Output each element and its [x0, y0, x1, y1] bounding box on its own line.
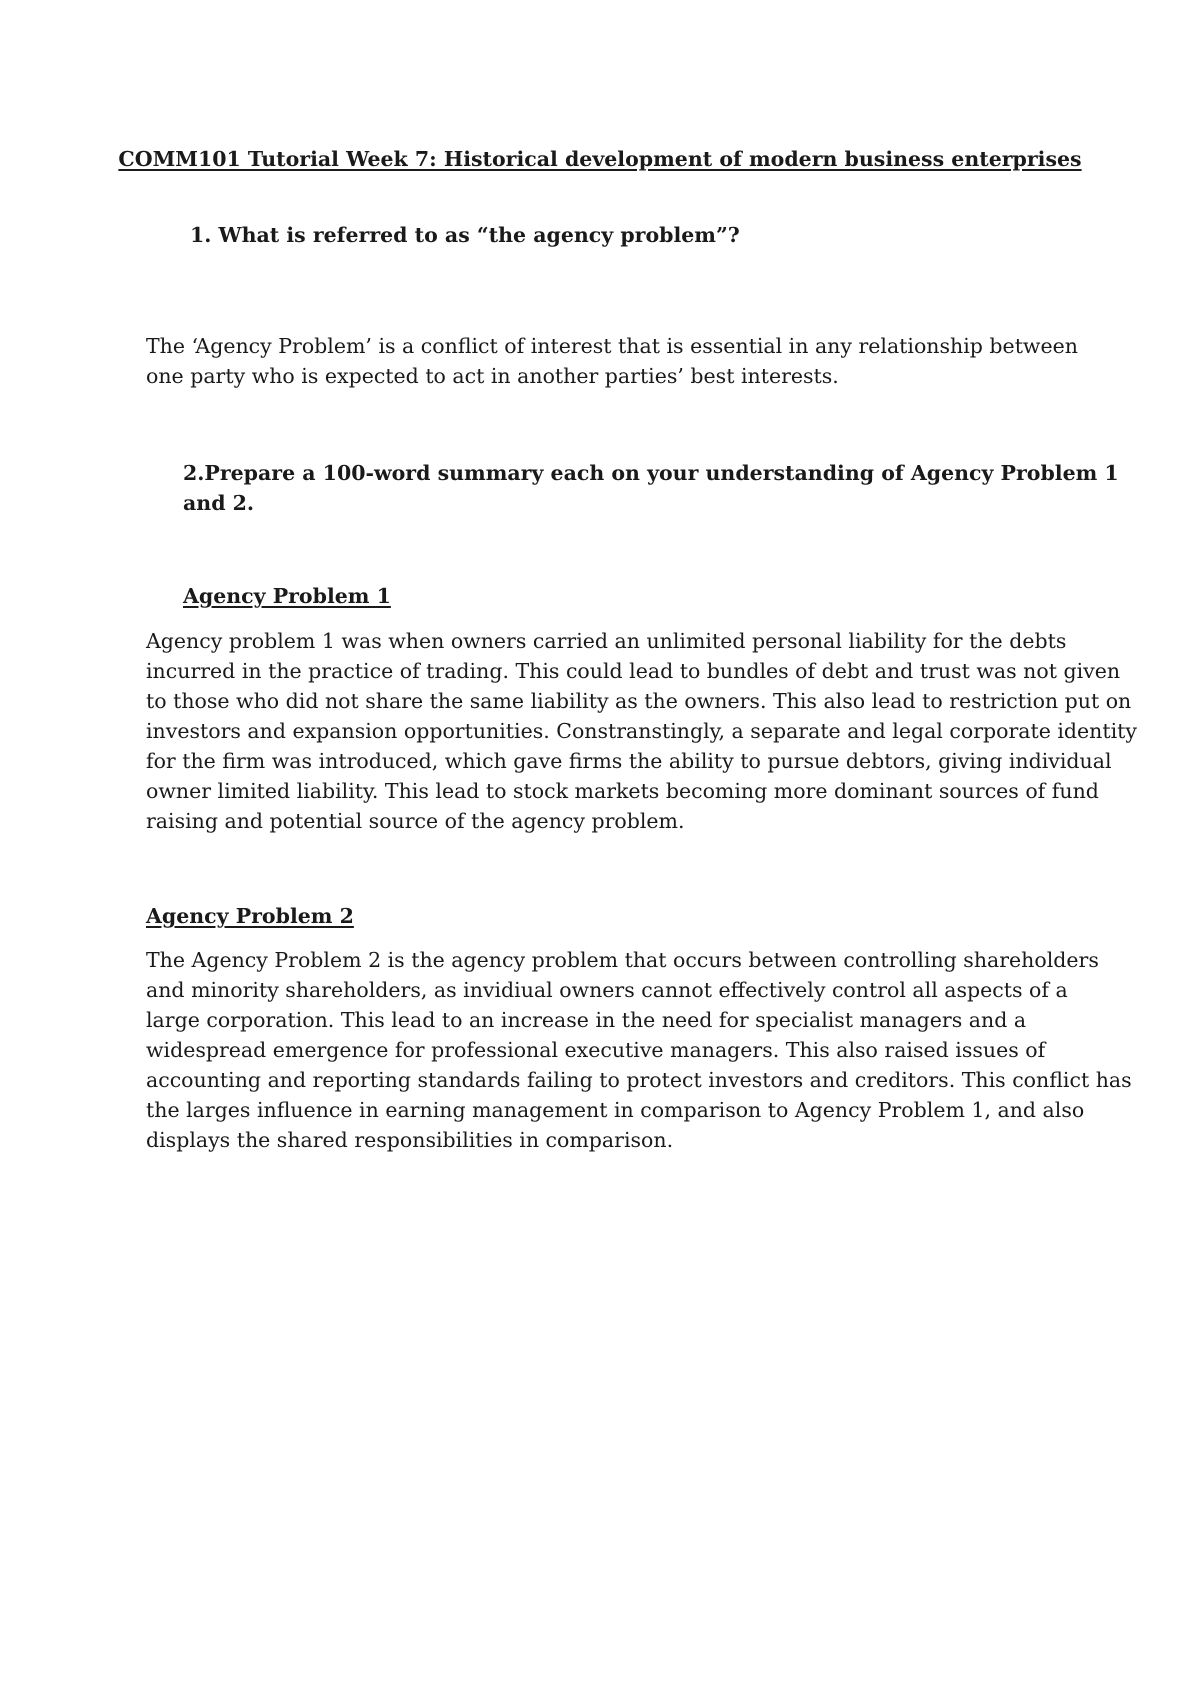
paragraph-line: the larges influence in earning management in comparison to Agency Problem 1, and also: [146, 1098, 1085, 1122]
paragraph-line: widespread emergence for professional executive managers. This also raised issues of: [146, 1038, 1046, 1062]
question-1: [190, 220, 740, 250]
paragraph-line: displays the shared responsibilities in comparison.: [146, 1128, 674, 1152]
section-1-paragraph: [146, 626, 1137, 836]
paragraph-line: accounting and reporting standards failing to protect investors and creditors. This conflict has: [146, 1068, 1132, 1092]
paragraph-line: for the firm was introduced, which gave firms the ability to pursue debtors, giving individual: [146, 749, 1112, 773]
paragraph-line: to those who did not share the same liability as the owners. This also lead to restriction put on: [146, 689, 1132, 713]
paragraph-line: and minority shareholders, as invidiual owners cannot effectively control all aspects of a: [146, 978, 1068, 1002]
paragraph-line: owner limited liability. This lead to stock markets becoming more dominant sources of fund: [146, 779, 1099, 803]
question-2-number: 2.: [183, 461, 205, 485]
section-2-heading: Agency Problem 2: [146, 904, 354, 928]
question-2: [183, 458, 1119, 518]
question-2-text-line: and 2.: [183, 491, 255, 515]
section-2-paragraph: [146, 945, 1132, 1155]
paragraph-line: one party who is expected to act in another parties’ best interests.: [146, 364, 839, 388]
paragraph-line: large corporation. This lead to an increase in the need for specialist managers and a: [146, 1008, 1027, 1032]
paragraph-line: incurred in the practice of trading. This could lead to bundles of debt and trust was not given: [146, 659, 1121, 683]
question-1-number: 1.: [190, 223, 212, 247]
document-title: COMM101 Tutorial Week 7: Historical development of modern business enterprises: [118, 147, 1082, 171]
paragraph-line: raising and potential source of the agency problem.: [146, 809, 685, 833]
paragraph-line: Agency problem 1 was when owners carried an unlimited personal liability for the debts: [146, 629, 1067, 653]
section-1-heading: Agency Problem 1: [183, 584, 391, 608]
question-2-line: [183, 458, 1119, 488]
question-2-line: [183, 488, 1083, 518]
question-1-text: What is referred to as “the agency problem”?: [218, 223, 740, 247]
paragraph-line: The Agency Problem 2 is the agency problem that occurs between controlling shareholders: [146, 948, 1099, 972]
paragraph-line: investors and expansion opportunities. Constranstingly, a separate and legal corporate identity: [146, 719, 1137, 743]
question-2-text-line: Prepare a 100-word summary each on your understanding of Agency Problem 1: [204, 461, 1119, 485]
paragraph-line: The ‘Agency Problem’ is a conflict of interest that is essential in any relationship between: [146, 334, 1078, 358]
answer-1-paragraph: [146, 331, 1086, 391]
